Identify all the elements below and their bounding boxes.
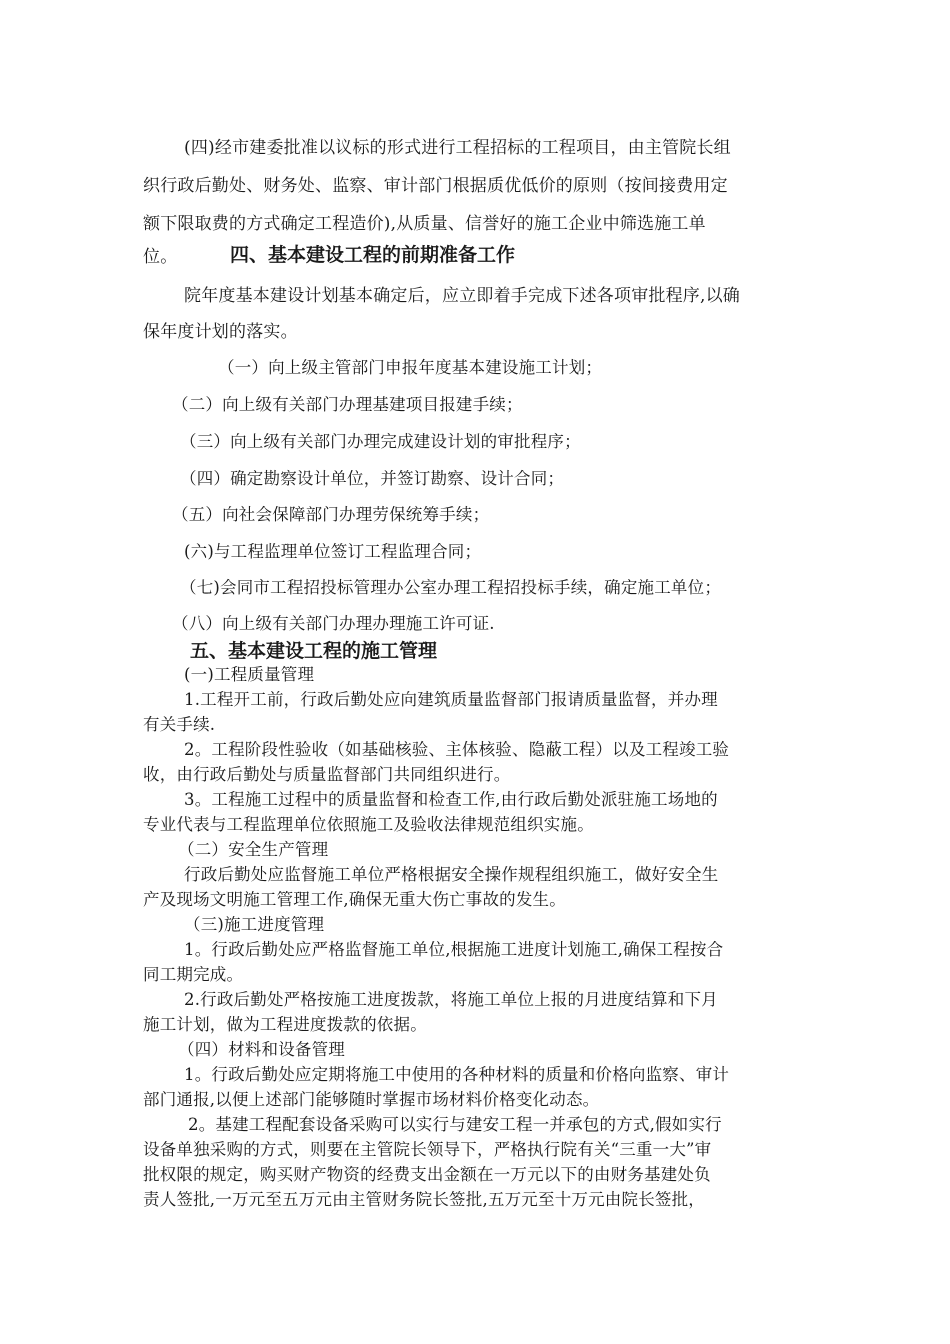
text-line: 2。工程阶段性验收（如基础核验、主体核验、隐蔽工程）以及工程竣工验: [184, 740, 730, 759]
list-item: （八）向上级有关部门办理办理施工许可证.: [172, 614, 495, 633]
list-item: （五）向社会保障部门办理劳保统筹手续；: [172, 505, 490, 524]
text-line: 2.行政后勤处严格按施工进度拨款，将施工单位上报的月进度结算和下月: [184, 990, 718, 1009]
list-item: （七)会同市工程招投标管理办公室办理工程招投标手续，确定施工单位；: [180, 578, 722, 597]
list-item: （二）向上级有关部门办理基建项目报建手续；: [172, 395, 523, 414]
text-line: 行政后勤处应监督施工单位严格根据安全操作规程组织施工，做好安全生: [184, 865, 719, 884]
text-line: 1。行政后勤处应严格监督施工单位,根据施工进度计划施工,确保工程按合: [184, 940, 724, 959]
text-line: 2。基建工程配套设备采购可以实行与建安工程一并承包的方式,假如实行: [188, 1115, 722, 1134]
text-line: 3。工程施工过程中的质量监督和检查工作,由行政后勤处派驻施工场地的: [184, 790, 718, 809]
text-line: 责人签批,一万元至五万元由主管财务院长签批,五万元至十万元由院长签批，: [143, 1190, 705, 1209]
subsection-title: （二）安全生产管理: [178, 840, 329, 859]
text-line: 额下限取费的方式确定工程造价),从质量、信誉好的施工企业中筛选施工单: [143, 214, 706, 234]
text-line: 同工期完成。: [143, 965, 244, 984]
text-line: 位。: [143, 247, 178, 267]
text-line: 保年度计划的落实。: [143, 322, 298, 342]
list-item: （三）向上级有关部门办理完成建设计划的审批程序；: [180, 432, 581, 451]
subsection-title: (一)工程质量管理: [184, 665, 315, 684]
section-heading-5: 五、基本建设工程的施工管理: [190, 640, 438, 662]
text-line: 院年度基本建设计划基本确定后，应立即着手完成下述各项审批程序,以确: [184, 286, 741, 306]
text-line: 批权限的规定，购买财产物资的经费支出金额在一万元以下的由财务基建处负: [143, 1165, 711, 1184]
list-item: (六)与工程监理单位签订工程监理合同；: [184, 542, 482, 561]
text-line: 1。行政后勤处应定期将施工中使用的各种材料的质量和价格向监察、审计: [184, 1065, 730, 1084]
text-line: 部门通报,以便上述部门能够随时掌握市场材料价格变化动态。: [143, 1090, 600, 1109]
text-line: (四)经市建委批准以议标的形式进行工程招标的工程项目，由主管院长组: [184, 138, 731, 158]
text-line: 专业代表与工程监理单位依照施工及验收法律规范组织实施。: [143, 815, 594, 834]
subsection-title: （三)施工进度管理: [184, 915, 325, 934]
text-line: 收，由行政后勤处与质量监督部门共同组织进行。: [143, 765, 511, 784]
text-line: 1.工程开工前，行政后勤处应向建筑质量监督部门报请质量监督，并办理: [184, 690, 718, 709]
text-line: 有关手续.: [143, 715, 216, 734]
subsection-title: （四）材料和设备管理: [178, 1040, 345, 1059]
text-line: 织行政后勤处、财务处、监察、审计部门根据质优低价的原则（按间接费用定: [143, 176, 728, 196]
list-item: （一）向上级主管部门申报年度基本建设施工计划；: [218, 358, 603, 377]
list-item: （四）确定勘察设计单位，并签订勘察、设计合同；: [180, 469, 565, 488]
text-line: 施工计划，做为工程进度拨款的依据。: [143, 1015, 427, 1034]
text-line: 产及现场文明施工管理工作,确保无重大伤亡事故的发生。: [143, 890, 566, 909]
section-heading-4: 四、基本建设工程的前期准备工作: [230, 244, 516, 266]
text-line: 设备单独采购的方式，则要在主管院长领导下，严格执行院有关“三重一大”审: [143, 1140, 712, 1159]
